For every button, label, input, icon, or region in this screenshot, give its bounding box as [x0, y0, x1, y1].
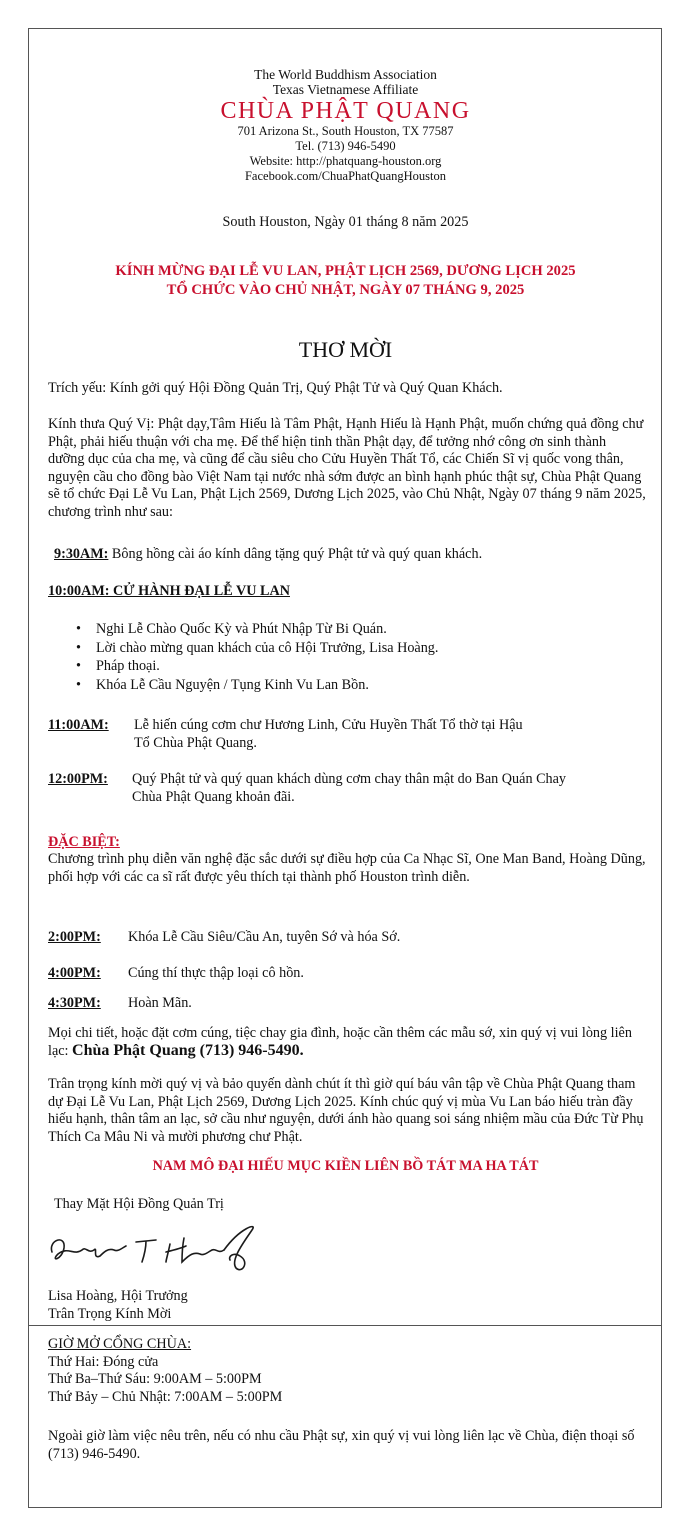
- page-frame: [28, 28, 662, 1508]
- hours-monday: Thứ Hai: Đóng cửa: [48, 1353, 159, 1370]
- opening-hours: [48, 1336, 282, 1406]
- schedule-1100-line-2: Tổ Chùa Phật Quang.: [134, 735, 257, 751]
- hours-tue-fri: Thứ Ba–Thứ Sáu: 9:00AM – 5:00PM: [48, 1371, 262, 1387]
- affiliate-name: Texas Vietnamese Affiliate: [272, 82, 419, 97]
- on-behalf-line: Thay Mặt Hội Đồng Quản Trị: [54, 1196, 224, 1212]
- time-200: 2:00PM:: [48, 929, 101, 945]
- schedule-1100-line-1: Lễ hiến cúng cơm chư Hương Linh, Cửu Huyền Thất Tổ thờ tại Hậu: [134, 717, 523, 733]
- intro-paragraph: Kính thưa Quý Vị: Phật dạy,Tâm Hiếu là Tâm Phật, Hạnh Hiếu là Hạnh Phật, muốn chứng quả đồng chư Phật, phải hiếu thuận với cha mẹ. Để thể hiện tinh thần Phật dạy, để tưởng nhớ công ơn sinh thành dưỡng dục của cha mẹ, và cũng để cầu siêu cho Cửu Huyền Thất Tổ, các Chiến Sĩ vị quốc vong thân, nguyện cầu cho đồng bào Việt Nam tại nước nhà sớm được an bình hạnh phúc thật sự, Chùa Phật Quang sẽ tổ chức Đại Lễ Vu Lan, Phật Lịch 2569, Dương Lịch 2025, vào Chủ Nhật, Ngày 07 tháng 9 năm 2025, chương trình như sau:: [48, 416, 646, 520]
- schedule-200: [48, 928, 648, 946]
- schedule-930: [54, 545, 654, 563]
- list-item: • Nghi Lễ Chào Quốc Kỳ và Phút Nhập Từ Bi Quán.: [72, 620, 632, 639]
- contact-text: Mọi chi tiết, hoặc đặt cơm cúng, tiệc chay gia đình, hoặc cần thêm các mẫu sớ, xin quý vị vui lòng liên lạc:: [48, 1025, 632, 1059]
- document-title: THƠ MỜI: [298, 337, 393, 362]
- time-1100: 11:00AM:: [48, 717, 109, 733]
- time-930: 9:30AM:: [54, 546, 109, 562]
- schedule-1100: [48, 716, 658, 752]
- event-title: [0, 262, 691, 300]
- signer-name-title: Lisa Hoàng, Hội Trưởng: [48, 1288, 188, 1304]
- list-item: • Pháp thoại.: [72, 657, 632, 676]
- hours-heading: GIỜ MỞ CỔNG CHÙA:: [48, 1336, 192, 1352]
- section-divider: [28, 1325, 662, 1326]
- schedule-400: [48, 964, 648, 982]
- hours-note: Ngoài giờ làm việc nêu trên, nếu có nhu cầu Phật sự, xin quý vị vui lòng liên lạc về Chùa, điện thoại số (713) 946-5490.: [48, 1428, 635, 1462]
- contact-emphasis: Chùa Phật Quang (713) 946-5490.: [72, 1042, 304, 1059]
- schedule-430: [48, 994, 648, 1012]
- summary-line: Trích yếu: Kính gởi quý Hội Đồng Quản Trị, Quý Phật Tử và Quý Quan Khách.: [48, 380, 503, 396]
- temple-website: Website: http://phatquang-houston.org: [249, 154, 442, 168]
- ceremony-list: [72, 620, 632, 694]
- handwritten-signature: [44, 1216, 259, 1278]
- event-title-line-1: KÍNH MỪNG ĐẠI LỄ VU LAN, PHẬT LỊCH 2569, DƯƠNG LỊCH 2025: [115, 263, 576, 279]
- contact-paragraph: [48, 1024, 648, 1060]
- time-430: 4:30PM:: [48, 995, 101, 1011]
- special-text: Chương trình phụ diễn văn nghệ đặc sắc dưới sự điều hợp của Ca Nhạc Sĩ, One Man Band, Hoàng Dũng, phối hợp với các ca sĩ rất được yêu thích tại thành phố Houston trình diễn.: [48, 851, 646, 885]
- special-heading: ĐẶC BIỆT:: [48, 834, 120, 850]
- schedule-1200: [48, 770, 658, 806]
- time-1200: 12:00PM:: [48, 771, 108, 787]
- schedule-1000-heading: 10:00AM: CỬ HÀNH ĐẠI LỄ VU LAN: [48, 583, 290, 599]
- mantra-line: NAM MÔ ĐẠI HIẾU MỤC KIỀN LIÊN BỒ TÁT MA HA TÁT: [152, 1158, 539, 1174]
- schedule-400-text: Cúng thí thực thập loại cô hồn.: [128, 965, 304, 981]
- list-item: • Khóa Lễ Cầu Nguyện / Tụng Kinh Vu Lan Bồn.: [72, 676, 632, 695]
- letterhead: [0, 67, 691, 184]
- temple-facebook: Facebook.com/ChuaPhatQuangHouston: [244, 169, 446, 183]
- schedule-200-text: Khóa Lễ Cầu Siêu/Cầu An, tuyên Sớ và hóa Sớ.: [128, 929, 401, 945]
- schedule-1200-line-2: Chùa Phật Quang khoản đãi.: [132, 789, 295, 805]
- temple-address: 701 Arizona St., South Houston, TX 77587: [237, 124, 454, 138]
- schedule-430-text: Hoàn Mãn.: [128, 995, 192, 1011]
- date-line: South Houston, Ngày 01 tháng 8 năm 2025: [222, 214, 469, 230]
- list-item: • Lời chào mừng quan khách của cô Hội Trưởng, Lisa Hoàng.: [72, 639, 632, 658]
- invitation-paragraph: Trân trọng kính mời quý vị và bảo quyến dành chút ít thì giờ quí báu vân tập về Chùa Phật Quang tham dự Đại Lễ Vu Lan, Phật Lịch 2569, Dương Lịch 2025. Kính chúc quý vị mùa Vu Lan báo hiếu tràn đầy hiếu hạnh, thân tâm an lạc, sở cầu như nguyện, dưới ánh hào quang soi sáng nhiệm mầu của Đức Từ Phụ Thích Ca Mâu Ni và mười phương chư Phật.: [48, 1076, 644, 1145]
- association-name: The World Buddhism Association: [254, 67, 437, 82]
- hours-sat-sun: Thứ Bảy – Chủ Nhật: 7:00AM – 5:00PM: [48, 1388, 283, 1405]
- schedule-1200-line-1: Quý Phật tử và quý quan khách dùng cơm chay thân mật do Ban Quán Chay: [132, 771, 567, 787]
- closing-line: Trân Trọng Kính Mời: [48, 1306, 172, 1322]
- event-title-line-2: TỔ CHỨC VÀO CHỦ NHẬT, NGÀY 07 THÁNG 9, 2025: [166, 282, 525, 298]
- time-400: 4:00PM:: [48, 965, 101, 981]
- temple-phone: Tel. (713) 946-5490: [295, 139, 396, 153]
- temple-name: CHÙA PHẬT QUANG: [220, 98, 471, 124]
- schedule-930-text: Bông hồng cài áo kính dâng tặng quý Phật tử và quý quan khách.: [108, 546, 483, 562]
